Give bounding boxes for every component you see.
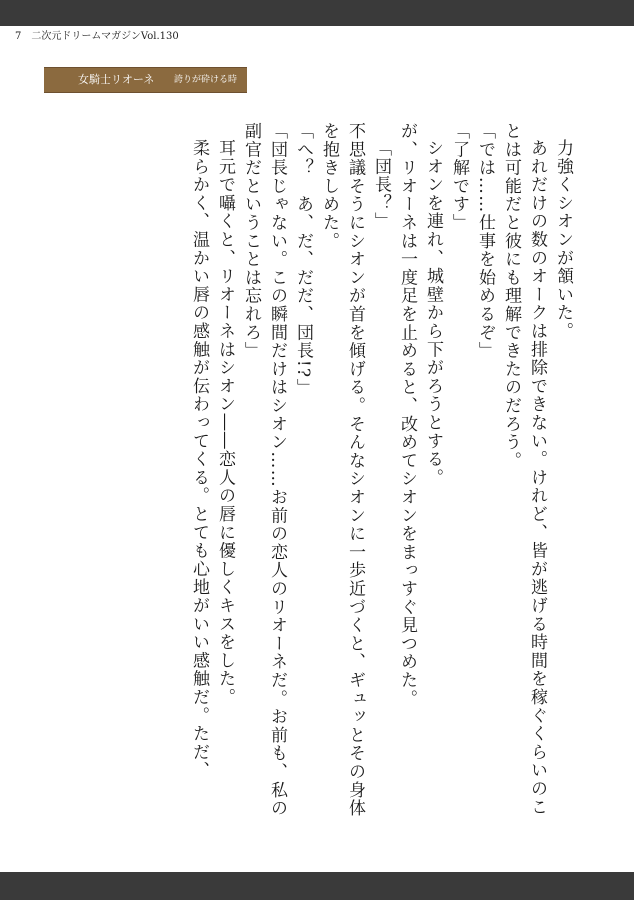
running-header [15,30,179,44]
paragraph: 「了解です」 [449,122,469,232]
paragraph: 力強くシオンが頷いた。 [553,139,573,341]
paragraph: あれだけの数のオークは排除できない。けれど、皆が逃げる時間を稼ぐくらいのことは可能だと彼にも理解できたのだろう。 [501,122,547,817]
paragraph: が、リオーネは一度足を止めると、改めてシオンをまっすぐ見つめた。 [397,122,417,708]
paragraph: 耳元で囁くと、リオーネはシオン――恋人の唇に優しくキスをした。 [215,139,235,707]
paragraph: 「団長？」 [371,139,391,231]
paragraph: 「団長じゃない。この瞬間だけはシオン……お前の恋人のリオーネだ。お前も、私の副官だということは忘れろ」 [241,122,287,818]
bottom-toolbar [0,872,634,900]
top-toolbar [0,0,634,26]
paragraph: 「では……仕事を始めるぞ」 [475,122,495,360]
paragraph: 柔らかく、温かい唇の感触が伝わってくる。とても心地がいい感触だ。ただ、 [189,139,209,780]
paragraph: 不思議そうにシオンが首を傾げる。そんなシオンに一歩近づくと、ギュッとその身体を抱きしめた。 [319,122,365,818]
paragraph: シオンを連れ、城壁から下がろうとする。 [423,139,443,487]
paragraph: 「へ？ あ、だ、だだ、団長!?」 [293,122,313,397]
story-subtitle: 誇りが砕ける時 [174,75,238,85]
story-title: 女騎士リオーネ [78,73,155,86]
vertical-body-text [66,122,576,822]
magazine-title: 二次元ドリームマガジンVol.130 [31,31,179,42]
story-title-band [44,67,247,93]
page-number: 7 [15,31,22,42]
